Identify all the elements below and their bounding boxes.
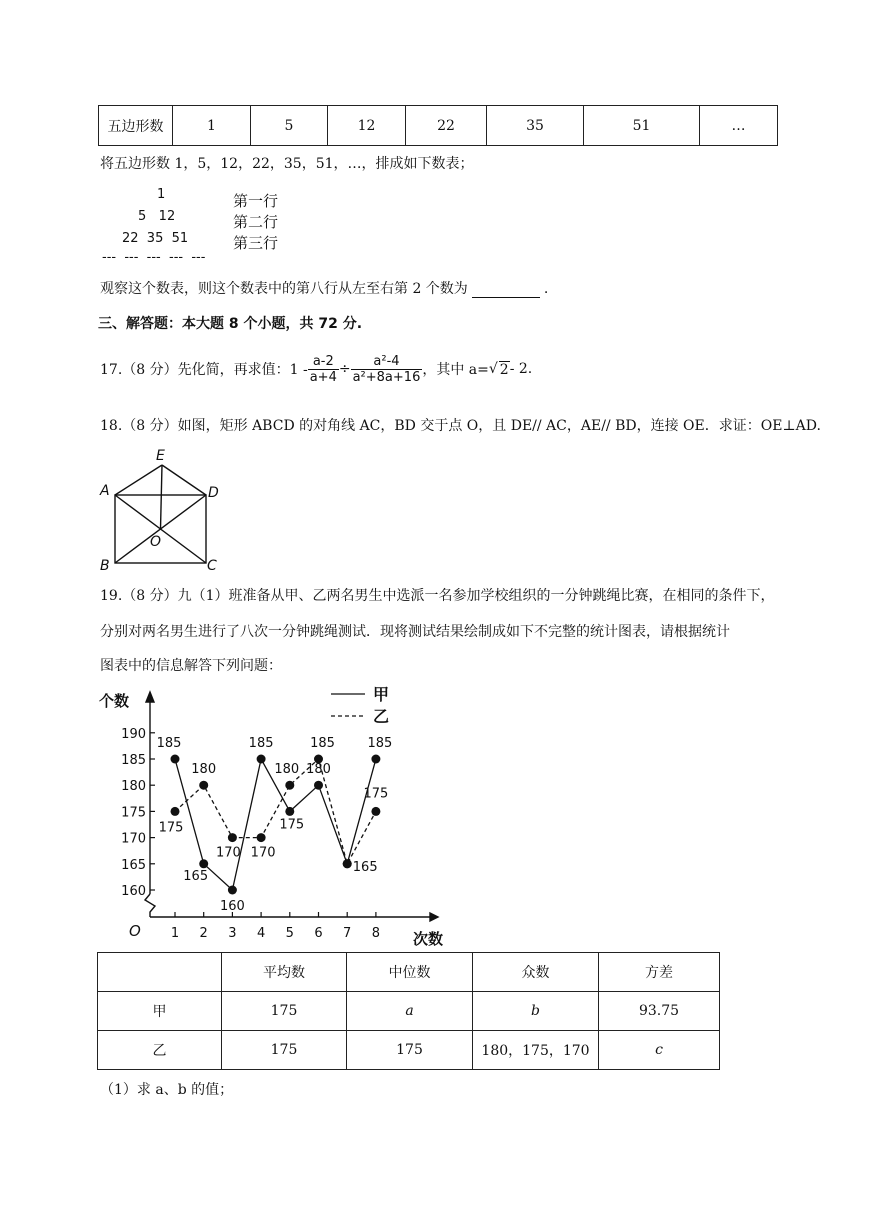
question-19-line-2: 分别对两名男生进行了八次一分钟跳绳测试．现将测试结果绘制成如下不完整的统计图表，请根据统计 xyxy=(100,624,730,640)
y-axis-arrow-icon xyxy=(146,692,154,702)
number-table-row-3: 22 35 51 xyxy=(122,231,189,246)
q17-frac1-denominator: a+4 xyxy=(309,369,337,385)
x-tick-label: 7 xyxy=(343,926,352,941)
x-tick-label: 1 xyxy=(170,926,180,941)
x-tick-label: 5 xyxy=(285,926,294,941)
point-value-label: 185 xyxy=(156,736,182,751)
x-axis-title: 次数 xyxy=(413,930,444,948)
q17-suffix-b: - 2. xyxy=(509,361,533,377)
pentagon-table-cell: 51 xyxy=(584,106,700,146)
series-yi-point xyxy=(371,807,380,816)
point-value-label: 170 xyxy=(215,845,241,861)
y-tick-label: 175 xyxy=(121,805,146,821)
stats-cell: c xyxy=(599,1031,720,1070)
sqrt-symbol-icon: √ xyxy=(488,361,498,377)
point-B-label: B xyxy=(100,558,110,574)
point-value-label: 175 xyxy=(363,786,389,802)
pentagon-table-cell: 22 xyxy=(406,106,487,146)
stats-cell: a xyxy=(347,992,473,1031)
stats-header-cell: 方差 xyxy=(599,953,720,992)
number-table-row-3-label: 第三行 xyxy=(233,234,279,252)
point-value-label: 180 xyxy=(306,762,331,778)
y-tick-label: 180 xyxy=(121,779,146,795)
stats-cell: 93.75 xyxy=(599,992,720,1031)
point-value-label: 160 xyxy=(219,899,245,914)
number-table-dashes: --- --- --- --- --- xyxy=(102,250,206,265)
x-axis-arrow-icon xyxy=(430,913,438,921)
stats-cell: 175 xyxy=(347,1031,473,1070)
stats-cell: b xyxy=(473,992,599,1031)
series-jia-point xyxy=(257,755,266,764)
point-C-label: C xyxy=(207,558,217,574)
x-tick-label: 3 xyxy=(228,926,237,941)
q17-fraction-2 xyxy=(351,354,423,385)
stats-cell: 175 xyxy=(222,992,347,1031)
stats-cell: 175 xyxy=(222,1031,347,1070)
legend-label: 乙 xyxy=(373,707,390,726)
q17-divide-sign: ÷ xyxy=(338,361,351,377)
series-jia-point xyxy=(199,859,208,868)
point-value-label: 170 xyxy=(250,845,276,861)
stats-cell: 乙 xyxy=(98,1031,222,1070)
y-tick-label: 160 xyxy=(121,884,146,899)
pentagon-table-cell: 1 xyxy=(173,106,251,146)
series-jia-point xyxy=(171,755,180,764)
point-value-label: 175 xyxy=(158,820,184,836)
legend-label: 甲 xyxy=(373,685,390,704)
point-value-label: 185 xyxy=(367,736,393,751)
arrange-text: 将五边形数 1，5，12，22，35，51，…，排成如下数表； xyxy=(100,156,474,172)
series-jia-point xyxy=(371,755,380,764)
q17-frac2-denominator: a²+8a+16 xyxy=(352,369,421,385)
point-O-label: O xyxy=(150,534,162,550)
series-jia-point xyxy=(228,886,237,895)
point-value-label: 165 xyxy=(352,859,378,875)
observe-text xyxy=(100,278,548,298)
q17-frac1-numerator: a-2 xyxy=(308,354,339,370)
jump-rope-line-chart xyxy=(95,680,455,950)
stats-cell: 甲 xyxy=(98,992,222,1031)
segment-OE xyxy=(161,465,163,529)
segment-DE xyxy=(162,465,206,495)
series-yi-point xyxy=(257,833,266,842)
pentagon-table-cell: 5 xyxy=(251,106,328,146)
q17-suffix-a: ，其中 a= xyxy=(422,362,489,378)
question-17 xyxy=(100,345,532,393)
point-value-label: 185 xyxy=(248,736,274,751)
point-D-label: D xyxy=(208,485,219,501)
origin-label: O xyxy=(129,922,141,940)
stats-header-cell: 众数 xyxy=(473,953,599,992)
y-axis-break xyxy=(145,894,155,917)
observe-question: 观察这个数表，则这个数表中的第八行从左至右第 2 个数为 xyxy=(100,281,468,297)
series-yi-point xyxy=(171,807,180,816)
point-E-label: E xyxy=(156,448,165,464)
point-value-label: 175 xyxy=(279,817,305,833)
stats-header-cell xyxy=(98,953,222,992)
q17-prefix: 17.（8 分）先化简，再求值：1 - xyxy=(100,362,308,378)
y-tick-label: 165 xyxy=(121,857,146,873)
pentagon-table-cell: 12 xyxy=(328,106,406,146)
question-19-part-1: （1）求 a、b 的值； xyxy=(100,1082,234,1098)
number-table-row-2-label: 第二行 xyxy=(233,213,279,231)
question-18: 18.（8 分）如图，矩形 ABCD 的对角线 AC，BD 交于点 O，且 DE// AC，AE// BD，连接 OE．求证：OE⊥AD. xyxy=(100,418,821,434)
pentagon-table-cell: … xyxy=(700,106,778,146)
y-tick-label: 190 xyxy=(121,726,146,742)
answer-blank xyxy=(472,283,540,298)
series-jia-point xyxy=(314,781,323,790)
segment-AE xyxy=(115,465,162,495)
pentagon-table-header: 五边形数 xyxy=(99,106,173,146)
series-jia-point xyxy=(285,807,294,816)
point-value-label: 165 xyxy=(183,868,209,884)
series-yi-point xyxy=(199,781,208,790)
pentagon-table-cell: 35 xyxy=(487,106,584,146)
series-yi-point xyxy=(343,859,352,868)
x-tick-label: 4 xyxy=(256,926,266,941)
section-3-heading: 三、解答题：本大题 8 个小题，共 72 分. xyxy=(98,316,363,332)
q17-frac2-numerator: a²-4 xyxy=(351,354,423,370)
point-value-label: 180 xyxy=(274,762,300,778)
number-table-row-2: 5 12 xyxy=(138,209,176,224)
stats-header-cell: 平均数 xyxy=(222,953,347,992)
series-yi-point xyxy=(228,833,237,842)
question-19-line-3: 图表中的信息解答下列问题： xyxy=(100,658,282,674)
q17-sqrt-arg: 2 xyxy=(499,361,509,378)
question-19-line-1: 19.（8 分）九（1）班准备从甲、乙两名男生中选派一名参加学校组织的一分钟跳绳比赛，在相同的条件下， xyxy=(100,588,775,604)
geometry-figure xyxy=(95,445,230,575)
x-tick-label: 2 xyxy=(199,926,208,941)
y-axis-title: 个数 xyxy=(99,692,130,710)
series-yi-point xyxy=(285,781,294,790)
pentagon-number-table xyxy=(98,105,778,146)
stats-header-cell: 中位数 xyxy=(347,953,473,992)
number-table-row-1: 1 xyxy=(157,187,166,202)
q17-fraction-1 xyxy=(308,354,339,385)
point-A-label: A xyxy=(100,483,110,499)
stats-cell: 180，175，170 xyxy=(473,1031,599,1070)
stats-table xyxy=(97,952,720,1070)
x-tick-label: 8 xyxy=(371,926,381,941)
y-tick-label: 185 xyxy=(121,753,146,768)
number-table-row-1-label: 第一行 xyxy=(233,192,279,210)
y-tick-label: 170 xyxy=(121,831,146,847)
point-value-label: 180 xyxy=(191,762,217,778)
x-tick-label: 6 xyxy=(314,926,323,941)
observe-end: . xyxy=(543,281,549,297)
point-value-label: 185 xyxy=(310,736,335,751)
